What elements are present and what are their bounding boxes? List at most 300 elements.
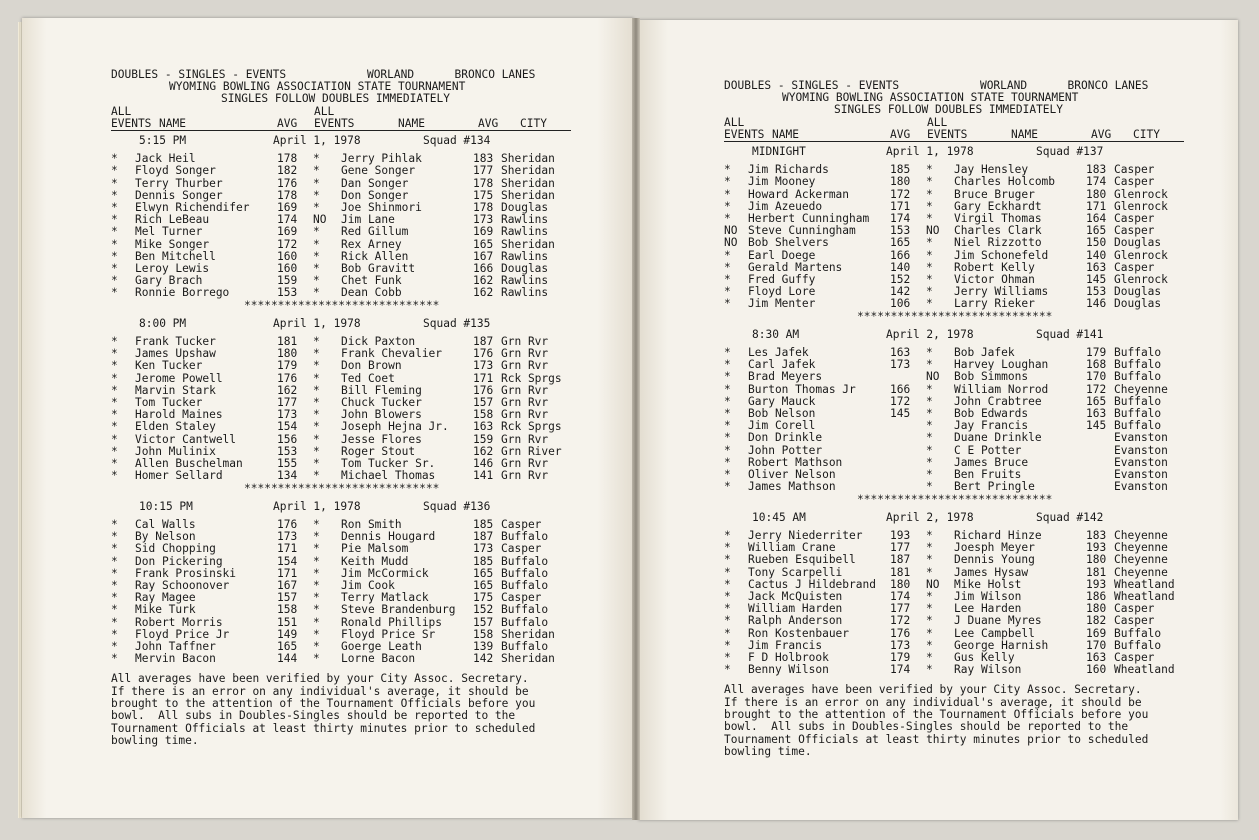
team-city: Douglas	[1114, 236, 1162, 250]
partner-avg: 183	[1086, 163, 1107, 177]
bowler-avg: 177	[890, 602, 911, 616]
bowler-row	[111, 360, 590, 372]
partner-avg: 165	[473, 578, 494, 592]
partner-name: Dennis Young	[954, 553, 1035, 567]
bowler-avg: 158	[277, 603, 298, 617]
partner-avg	[1086, 432, 1114, 444]
partner-name: Bill Fleming	[341, 383, 422, 397]
book-gutter	[632, 18, 640, 820]
partner-name: George Harnish	[954, 638, 1049, 652]
partner-avg: 187	[473, 530, 494, 544]
bowler-row	[111, 617, 590, 629]
col-events-label: EVENTS	[724, 127, 765, 141]
partner-all-events-mark: *	[926, 663, 933, 677]
all-events-mark: *	[111, 591, 118, 605]
header-events-title: DOUBLES - SINGLES - EVENTS	[111, 68, 287, 81]
partner-all-events-mark: *	[926, 248, 933, 262]
all-events-mark: *	[111, 578, 118, 592]
bowler-row	[111, 421, 590, 433]
partner-name: Jim Schonefeld	[954, 248, 1049, 262]
partner-name: Jim Wilson	[954, 589, 1022, 603]
all-events-mark: *	[724, 663, 731, 677]
bowler-avg: 178	[277, 188, 298, 202]
all-events-mark: *	[724, 443, 731, 457]
partner-avg: 172	[1086, 382, 1107, 396]
partner-avg: 152	[473, 603, 494, 617]
team-city: Wheatland	[1114, 663, 1175, 677]
bowler-avg: 182	[277, 164, 298, 178]
bowler-name: Ray Schoonover	[135, 578, 230, 592]
partner-name: Robert Kelly	[954, 260, 1035, 274]
partner-avg: 175	[473, 591, 494, 605]
team-city: Buffalo	[501, 603, 549, 617]
partner-avg: 173	[473, 359, 494, 373]
bowler-row	[724, 189, 1203, 201]
partner-avg: 179	[1086, 346, 1107, 360]
bowler-avg: 171	[890, 199, 911, 213]
bowler-name: Mel Turner	[135, 225, 203, 239]
partner-all-events-mark: *	[313, 274, 320, 288]
all-events-mark: *	[111, 627, 118, 641]
partner-all-events-mark: *	[926, 541, 933, 555]
all-events-mark: *	[111, 262, 118, 276]
partner-all-events-mark: *	[313, 603, 320, 617]
partner-name: Jerry Pihlak	[341, 152, 422, 166]
bowler-avg: 167	[277, 578, 298, 592]
bowler-row	[724, 371, 1203, 383]
bowler-name: Floyd Lore	[748, 285, 816, 299]
partner-avg: 171	[473, 371, 494, 385]
bowler-avg: 169	[277, 201, 298, 215]
all-events-mark: *	[724, 431, 731, 445]
partner-name: Don Brown	[341, 359, 402, 373]
partner-all-events-mark: *	[926, 455, 933, 469]
team-city: Casper	[1114, 260, 1155, 274]
partner-name: Ron Smith	[341, 517, 402, 531]
all-events-mark: *	[111, 420, 118, 434]
squad-number: Squad #135	[423, 316, 491, 330]
team-city: Buffalo	[501, 639, 549, 653]
bowler-avg	[890, 445, 926, 457]
bowler-name: John Mulinix	[135, 444, 216, 458]
partner-all-events-mark: *	[926, 163, 933, 177]
partner-all-events-mark: *	[313, 591, 320, 605]
bowler-name: John Potter	[748, 443, 823, 457]
team-city: Rawlins	[501, 213, 549, 227]
bowler-row	[724, 567, 1203, 579]
team-city: Sheridan	[501, 188, 555, 202]
team-city: Casper	[501, 591, 542, 605]
bowler-row	[724, 628, 1203, 640]
team-city: Glenrock	[1114, 273, 1168, 287]
partner-avg: 169	[1086, 626, 1107, 640]
bowler-name: Jack McQuisten	[748, 589, 843, 603]
partner-all-events-mark: *	[313, 225, 320, 239]
squad-date: April 2, 1978	[886, 510, 974, 524]
bowler-avg: 134	[277, 469, 298, 483]
bowler-name: By Nelson	[135, 530, 196, 544]
bowler-name: Jerome Powell	[135, 371, 223, 385]
squad-date: April 1, 1978	[886, 145, 974, 159]
bowler-row	[111, 604, 590, 616]
partner-name: Bob Jafek	[954, 346, 1015, 360]
header-lanes: BRONCO LANES	[454, 68, 536, 81]
bowler-row	[724, 432, 1203, 444]
partner-name: Victor Ohman	[954, 273, 1035, 287]
partner-avg: 139	[473, 639, 494, 653]
bowler-row	[724, 554, 1203, 566]
bowler-name: Cal Walls	[135, 517, 196, 531]
bowler-avg: 165	[277, 639, 298, 653]
bowler-row	[111, 470, 590, 482]
bowler-name: Ralph Anderson	[748, 614, 843, 628]
column-header-all-row	[724, 117, 1203, 129]
team-city: Grn Rvr	[501, 457, 549, 471]
partner-all-events-mark: *	[926, 297, 933, 311]
partner-all-events-mark: *	[926, 638, 933, 652]
bowler-name: Frank Tucker	[135, 335, 216, 349]
partner-name: Jerry Williams	[954, 285, 1049, 299]
partner-avg: 162	[473, 274, 494, 288]
bowler-avg: 181	[277, 335, 298, 349]
bowler-avg: 173	[277, 530, 298, 544]
team-city: Sheridan	[501, 627, 555, 641]
partner-avg: 153	[1086, 285, 1107, 299]
team-city: Casper	[1114, 650, 1155, 664]
bowler-name: Ben Mitchell	[135, 249, 216, 263]
bowler-name: Oliver Nelson	[748, 468, 836, 482]
partner-avg: 178	[473, 176, 494, 190]
all-events-mark: NO	[724, 236, 738, 250]
partner-all-events-mark: *	[926, 419, 933, 433]
partner-all-events-mark: *	[926, 528, 933, 542]
bowler-row	[111, 287, 590, 299]
partner-name: James Hysaw	[954, 565, 1029, 579]
partner-avg	[1086, 469, 1114, 481]
partner-name: Dean Cobb	[341, 286, 402, 300]
col-city-label: CITY	[1133, 127, 1160, 141]
all-events-mark: *	[724, 626, 731, 640]
partner-all-events-mark: *	[313, 566, 320, 580]
bowler-name: Benny Wilson	[748, 663, 829, 677]
partner-name: William Norrod	[954, 382, 1049, 396]
bowler-avg: 149	[277, 627, 298, 641]
team-city: Evanston	[1114, 480, 1168, 494]
all-events-mark: *	[111, 408, 118, 422]
team-city: Grn Rvr	[501, 383, 549, 397]
header-rule	[724, 141, 1184, 142]
bowler-name: Rueben Esquibell	[748, 553, 856, 567]
partner-all-events-mark: *	[313, 554, 320, 568]
team-city: Rawlins	[501, 286, 549, 300]
partner-all-events-mark: *	[926, 614, 933, 628]
partner-avg	[1086, 445, 1114, 457]
team-city: Grn Rvr	[501, 432, 549, 446]
partner-avg: 159	[473, 432, 494, 446]
partner-name: Goerge Leath	[341, 639, 422, 653]
partner-avg: 164	[1086, 212, 1107, 226]
partner-avg: 163	[473, 420, 494, 434]
team-city: Douglas	[501, 262, 549, 276]
team-city: Grn Rvr	[501, 335, 549, 349]
partner-avg: 166	[473, 262, 494, 276]
partner-all-events-mark: *	[313, 152, 320, 166]
team-city: Casper	[1114, 614, 1155, 628]
all-events-mark: *	[111, 347, 118, 361]
partner-all-events-mark: *	[926, 394, 933, 408]
bowler-name: William Harden	[748, 602, 843, 616]
team-city: Douglas	[1114, 285, 1162, 299]
bowler-avg: 169	[277, 225, 298, 239]
bowler-avg: 172	[890, 187, 911, 201]
all-events-mark: *	[111, 335, 118, 349]
bowler-avg: 176	[277, 371, 298, 385]
partner-name: Niel Rizzotto	[954, 236, 1042, 250]
partner-all-events-mark: NO	[926, 224, 940, 238]
header-city: WORLAND	[366, 68, 415, 81]
bowler-avg: 172	[890, 614, 911, 628]
bowler-name: Les Jafek	[748, 346, 809, 360]
team-city: Sheridan	[501, 164, 555, 178]
bowler-name: Elwyn Richendifer	[135, 201, 250, 215]
bowler-name: Ron Kostenbauer	[748, 626, 850, 640]
partner-avg: 170	[1086, 638, 1107, 652]
team-city: Buffalo	[501, 566, 549, 580]
squad-number: Squad #134	[423, 134, 491, 148]
col-avg-label-2: AVG	[1091, 127, 1112, 141]
partner-all-events-mark: *	[313, 639, 320, 653]
partner-avg: 158	[473, 408, 494, 422]
bowler-name: Herbert Cunningham	[748, 212, 870, 226]
bowler-avg: 140	[890, 260, 911, 274]
partner-avg: 142	[473, 652, 494, 666]
all-events-mark: *	[111, 286, 118, 300]
bowler-name: Don Drinkle	[748, 431, 823, 445]
team-city: Casper	[1114, 602, 1155, 616]
team-city: Buffalo	[1114, 394, 1162, 408]
all-events-mark: *	[724, 553, 731, 567]
partner-name: Harvey Loughan	[954, 358, 1049, 372]
bowler-avg: 142	[890, 285, 911, 299]
partner-all-events-mark: *	[926, 468, 933, 482]
bowler-avg: 159	[277, 274, 298, 288]
team-city: Douglas	[1114, 297, 1162, 311]
right-page-content	[724, 80, 1203, 758]
partner-all-events-mark: *	[926, 260, 933, 274]
bowler-name: Elden Staley	[135, 420, 216, 434]
partner-avg: 193	[1086, 577, 1107, 591]
partner-avg: 158	[473, 627, 494, 641]
bowler-avg: 173	[890, 638, 911, 652]
bowler-name: Marvin Stark	[135, 383, 216, 397]
bowler-avg: 174	[890, 589, 911, 603]
partner-all-events-mark: *	[926, 273, 933, 287]
col-all-label: ALL	[724, 115, 745, 129]
bowler-name: Robert Morris	[135, 615, 223, 629]
bowler-name: Allen Buschelman	[135, 457, 243, 471]
bowler-avg: 180	[277, 347, 298, 361]
team-city: Casper	[1114, 224, 1155, 238]
bowler-row	[724, 615, 1203, 627]
all-events-mark: *	[724, 370, 731, 384]
squad-header	[111, 501, 590, 513]
separator-stars: *****************************	[244, 481, 440, 495]
partner-avg: 185	[473, 517, 494, 531]
column-header-all-row	[111, 106, 590, 118]
bowler-name: Jack Heil	[135, 152, 196, 166]
bowler-name: Tom Tucker	[135, 396, 203, 410]
team-city: Glenrock	[1114, 248, 1168, 262]
partner-avg: 180	[1086, 553, 1107, 567]
squad-date: April 2, 1978	[886, 327, 974, 341]
team-city: Grn Rvr	[501, 469, 549, 483]
bowler-name: Rich LeBeau	[135, 213, 210, 227]
bowler-name: F D Holbrook	[748, 650, 829, 664]
col-avg-label-2: AVG	[478, 116, 499, 130]
bowler-avg	[890, 432, 926, 444]
squad-number: Squad #142	[1036, 510, 1104, 524]
squad-number: Squad #136	[423, 499, 491, 513]
team-city: Evanston	[1114, 431, 1168, 445]
column-header-row	[724, 129, 1203, 141]
bowler-avg: 144	[277, 652, 298, 666]
partner-all-events-mark: *	[926, 626, 933, 640]
partner-name: Richard Hinze	[954, 528, 1042, 542]
all-events-mark: *	[111, 615, 118, 629]
all-events-mark: *	[724, 468, 731, 482]
team-city: Sheridan	[501, 152, 555, 166]
partner-all-events-mark: *	[313, 432, 320, 446]
bowler-name: Don Pickering	[135, 554, 223, 568]
team-city: Rawlins	[501, 249, 549, 263]
bowler-name: Gary Brach	[135, 274, 203, 288]
squad-time: 8:30 AM	[752, 327, 800, 341]
partner-avg: 185	[473, 554, 494, 568]
col-name-label: NAME	[772, 127, 799, 141]
partner-all-events-mark: *	[313, 578, 320, 592]
bowler-name: Tony Scarpelli	[748, 565, 843, 579]
partner-all-events-mark: *	[313, 237, 320, 251]
partner-name: Larry Rieker	[954, 297, 1035, 311]
all-events-mark: *	[724, 394, 731, 408]
bowler-name: Carl Jafek	[748, 358, 816, 372]
partner-name: Bob Simmons	[954, 370, 1029, 384]
team-city: Sheridan	[501, 237, 555, 251]
all-events-mark: *	[724, 455, 731, 469]
bowler-avg	[890, 481, 926, 493]
col-all-label-2: ALL	[927, 115, 948, 129]
bowler-avg	[890, 469, 926, 481]
bowler-name: Cactus J Hildebrand	[748, 577, 876, 591]
partner-avg: 176	[473, 347, 494, 361]
team-city: Sheridan	[501, 652, 555, 666]
squad-date: April 1, 1978	[273, 316, 361, 330]
all-events-mark: *	[111, 432, 118, 446]
separator-stars: *****************************	[857, 492, 1053, 506]
partner-all-events-mark: *	[313, 249, 320, 263]
bowler-avg: 172	[277, 237, 298, 251]
bowler-name: Ronnie Borrego	[135, 286, 230, 300]
col-avg-label: AVG	[890, 127, 911, 141]
bowler-name: Bob Nelson	[748, 407, 816, 421]
all-events-mark: *	[111, 152, 118, 166]
team-city: Casper	[1114, 175, 1155, 189]
partner-avg: 178	[473, 201, 494, 215]
partner-name: Gene Songer	[341, 164, 416, 178]
partner-name: Ben Fruits	[954, 468, 1022, 482]
bowler-row	[111, 226, 590, 238]
partner-avg: 140	[1086, 248, 1107, 262]
partner-avg: 145	[1086, 419, 1107, 433]
all-events-mark: *	[111, 164, 118, 178]
partner-name: Bob Edwards	[954, 407, 1029, 421]
partner-name: Floyd Price Sr	[341, 627, 436, 641]
team-city: Casper	[1114, 212, 1155, 226]
all-events-mark: NO	[724, 224, 738, 238]
partner-all-events-mark: *	[926, 553, 933, 567]
partner-all-events-mark: NO	[313, 213, 327, 227]
team-city: Cheyenne	[1114, 565, 1168, 579]
all-events-mark: *	[111, 176, 118, 190]
bowler-avg: 179	[277, 359, 298, 373]
partner-name: Jim Lane	[341, 213, 395, 227]
bowler-avg	[890, 371, 926, 383]
partner-all-events-mark: *	[926, 589, 933, 603]
bowler-avg: 166	[890, 382, 911, 396]
partner-all-events-mark: *	[313, 335, 320, 349]
all-events-mark: *	[724, 589, 731, 603]
partner-all-events-mark: *	[926, 187, 933, 201]
bowler-row	[111, 239, 590, 251]
team-city: Rawlins	[501, 274, 549, 288]
team-city: Grn Rvr	[501, 347, 549, 361]
all-events-mark: *	[724, 614, 731, 628]
bowler-row	[724, 298, 1203, 310]
bowler-avg: 155	[277, 457, 298, 471]
squad-number: Squad #141	[1036, 327, 1104, 341]
all-events-mark: *	[724, 602, 731, 616]
all-events-mark: *	[111, 603, 118, 617]
team-city: Wheatland	[1114, 589, 1175, 603]
bowler-name: Homer Sellard	[135, 469, 223, 483]
bowler-avg: 181	[890, 565, 911, 579]
all-events-mark: *	[724, 358, 731, 372]
bowler-name: Victor Cantwell	[135, 432, 237, 446]
partner-avg: 163	[1086, 407, 1107, 421]
team-city: Buffalo	[1114, 638, 1162, 652]
team-city: Buffalo	[1114, 419, 1162, 433]
squad-number: Squad #137	[1036, 145, 1104, 159]
bowler-row	[111, 556, 590, 568]
bowler-name: Jim Menter	[748, 297, 816, 311]
partner-avg	[1086, 481, 1114, 493]
partner-all-events-mark: *	[926, 212, 933, 226]
bowler-name: Floyd Songer	[135, 164, 216, 178]
team-city: Rck Sprgs	[501, 371, 562, 385]
partner-name: Joe Shinmori	[341, 201, 422, 215]
partner-name: Jay Francis	[954, 419, 1029, 433]
col-events-label-2: EVENTS	[314, 116, 355, 130]
team-city: Douglas	[501, 201, 549, 215]
bowler-name: Jim Mooney	[748, 175, 816, 189]
partner-all-events-mark: *	[313, 408, 320, 422]
partner-all-events-mark: *	[313, 262, 320, 276]
team-city: Evanston	[1114, 468, 1168, 482]
bowler-name: Leroy Lewis	[135, 262, 210, 276]
all-events-mark: *	[724, 480, 731, 494]
bowler-row	[111, 165, 590, 177]
bowler-name: Steve Cunningham	[748, 224, 856, 238]
